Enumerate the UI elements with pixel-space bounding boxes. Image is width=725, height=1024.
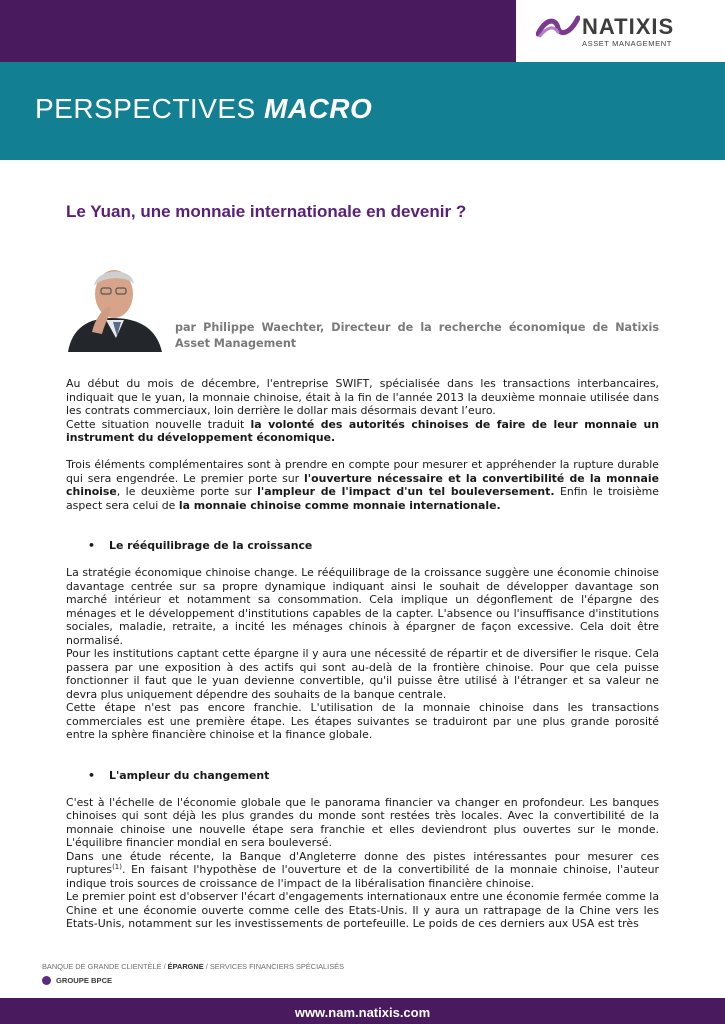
bpce-logo-dot-icon: [42, 976, 51, 985]
brand-subtitle: ASSET MANAGEMENT: [582, 39, 672, 48]
website-link[interactable]: www.nam.natixis.com: [294, 1005, 431, 1020]
intro-paragraph-1: Au début du mois de décembre, l'entreprise SWIFT, spécialisée dans les transactions interbancaires, indiquait que le yuan, la monnaie chinoise, était à la fin de l'année 2013 la deuxième monnaie utilisée dans les contrats commerciaux, loin derrière le dollar mais désormais devant l’euro.: [66, 377, 659, 417]
masthead-part2: MACRO: [264, 93, 373, 124]
natixis-logo-mark-icon: [536, 14, 580, 40]
intro-paragraph-2: Cette situation nouvelle traduit la volonté des autorités chinoises de faire de leur monnaie un instrument du développement économique.: [66, 417, 660, 444]
section-1-heading: • Le rééquilibrage de la croissance: [88, 539, 313, 552]
section-1-paragraph-2: Pour les institutions captant cette épargne il y aura une nécessité de répartir et de diversifier le risque. Cela passera par une exposition à des actifs qui sont au-delà de la frontière chinoise. Pour que cela puisse fonctionner il faut que le yuan devienne convertible, qu'il puisse être utilisé à l'étranger et sa valeur ne devra plus uniquement dépendre des souhaits de la banque centrale.: [66, 647, 659, 701]
footnote-ref: (1): [112, 863, 122, 871]
groupe-bpce-logo: [42, 976, 112, 985]
masthead-title: [35, 93, 372, 125]
author-photo: [66, 262, 164, 352]
section-2-paragraph-1: C'est à l'échelle de l'économie globale que le panorama financier va changer en profondeur. Les banques chinoises qui sont déjà les plus grandes du monde sont restées très locales. Avec la convertibilité de la monnaie chinoise une nouvelle étape sera franchie et elles deviendront plus ouvertes sur le monde. L'équilibre financier mondial en sera bouleversé.: [66, 795, 659, 849]
footer-business-lines: BANQUE DE GRANDE CLIENTÈLE / ÉPARGNE / SERVICES FINANCIERS SPÉCIALISÉS: [42, 962, 344, 971]
masthead-part1: PERSPECTIVES: [35, 93, 256, 124]
section-2-paragraph-2: Dans une étude récente, la Banque d'Angleterre donne des pistes intéressantes pour mesurer ces ruptures$^{(1)}$. En faisant l'hypothèse de l'ouverture et de la convertibilité de la monnaie chinoise, l'auteur indique trois sources de croissance de l'impact de la libéralisation financière chinoise.: [66, 849, 659, 890]
section-1-paragraph-3: Cette étape n'est pas encore franchie. L'utilisation de la monnaie chinoise dans les transactions commerciales est une première étape. Les étapes suivantes se traduiront par une plus grande porosité entre la sphère financière chinoise et la finance globale.: [66, 701, 659, 741]
bullet-dot-icon: •: [88, 539, 95, 552]
brand-name: NATIXIS: [582, 14, 675, 39]
section-1-paragraph-1: La stratégie économique chinoise change. Le rééquilibrage de la croissance suggère une économie chinoise davantage centrée sur sa propre dynamique indiquant ainsi le souhait de développer davantage son marché intérieur et notamment sa consommation. Cela implique un dégonflement de l'épargne des ménages et le développement d'institutions capables de la capter. L'absence ou l'insuffisance d'institutions sociales, maladie, retraite, a incité les ménages chinois à épargner de façon excessive. Cela doit être normalisé.: [66, 566, 659, 647]
section-2-paragraph-3: Le premier point est d'observer l'écart d'engagements internationaux entre une économie fermée comme la Chine et une économie ouverte comme celle des Etats-Unis. Il y aura un rattrapage de la Chine vers les Etats-Unis, notamment sur les investissements de portefeuille. Le poids de ces derniers aux USA est très: [66, 890, 659, 930]
bullet-dot-icon: •: [88, 768, 95, 782]
section-2-heading: • L'ampleur du changement: [88, 768, 270, 782]
natixis-logo[interactable]: [516, 0, 725, 62]
groupe-bpce-label: GROUPE BPCE: [56, 976, 113, 985]
author-byline: par Philippe Waechter, Directeur de la recherche économique de Natixis Asset Management: [175, 321, 659, 350]
article-body: [66, 377, 659, 931]
intro-paragraph-3: Trois éléments complémentaires sont à prendre en compte pour mesurer et appréhender la rupture durable qui sera engendrée. Le premier porte sur l'ouverture nécessaire et la convertibilité de la monnaie chinoise, le deuxième porte sur l'ampleur de l'impact d'un tel bouleversement. Enfin le troisième aspect sera celui de la monnaie chinoise comme monnaie internationale.: [66, 458, 659, 512]
author-portrait-icon: [66, 262, 164, 352]
article-title: Le Yuan, une monnaie internationale en devenir ?: [66, 202, 467, 221]
